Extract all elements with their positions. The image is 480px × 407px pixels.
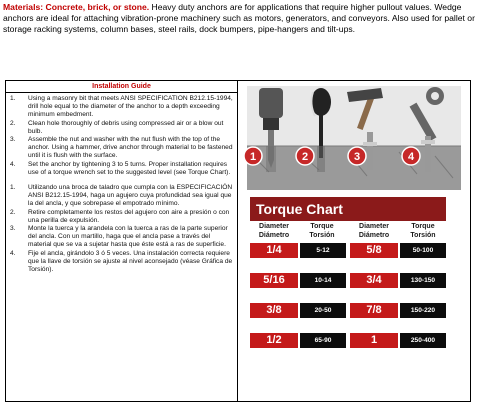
header-torque-left: Torque Torsión [309, 223, 335, 239]
steps-spanish [6, 184, 237, 274]
step-text: Utilizando una broca de taladro que cumpla con la ESPECIFICACIÓN ANSI B212.15-1994, haga un agujero cuya profundidad sea igual que la del ancla, y que sobrepase el empotrado mínimo. [28, 184, 233, 208]
intro-paragraph [3, 2, 477, 35]
es-step-2 [6, 209, 233, 225]
torque-chart [246, 193, 448, 369]
step-number-1: 1 [249, 151, 257, 163]
header-diameter-left: Diameter Diámetro [258, 223, 290, 239]
torque-cell: 20-50 [300, 303, 346, 318]
step-number-2: 2 [301, 151, 309, 163]
torque-chart-title: Torque Chart [250, 197, 446, 221]
diameter-cell: 1 [350, 333, 398, 348]
diameter-cell: 5/16 [250, 273, 298, 288]
torque-cell: 10-14 [300, 273, 346, 288]
step-text: Retire completamente los restos del agujero con aire a presión o con una perilla de expulsión. [28, 208, 230, 224]
header-torque-right: Torque Torsión [410, 223, 436, 239]
torque-cell: 50-100 [400, 243, 446, 258]
step-text: Using a masonry bit that meets ANSI SPECIFICATION B212.15-1994, drill hole equal to the diameter of the anchor to a depth exceeding minimum embedment. [28, 95, 233, 119]
torque-cell: 250-400 [400, 333, 446, 348]
diameter-cell: 1/2 [250, 333, 298, 348]
installation-frame [5, 80, 471, 402]
step-number: 1. [10, 95, 16, 102]
step-text: Assemble the nut and washer with the nut flush with the top of the anchor. Using a hammer, drive anchor through material to be fastened until it is flush with the surface. [28, 136, 233, 160]
diameter-cell: 7/8 [350, 303, 398, 318]
en-step-4 [6, 161, 233, 177]
torque-cell: 150-220 [400, 303, 446, 318]
step-number-3: 3 [353, 151, 361, 163]
es-step-3 [6, 225, 233, 250]
diameter-cell: 1/4 [250, 243, 298, 258]
steps-english [6, 95, 237, 177]
installation-illustration [239, 82, 469, 192]
en-step-2 [6, 120, 233, 136]
guide-title: Installation Guide [6, 81, 237, 93]
torque-cell: 130-150 [400, 273, 446, 288]
es-step-4 [6, 250, 233, 275]
materials-lead: Materials: Concrete, brick, or stone. [3, 2, 150, 12]
en-step-3 [6, 136, 233, 161]
diameter-cell: 3/4 [350, 273, 398, 288]
step-number: 1. [10, 184, 16, 192]
header-diameter-right: Diameter Diámetro [358, 223, 390, 239]
diameter-cell: 3/8 [250, 303, 298, 318]
step-text: Fije el ancla, girándolo 3 ó 5 veces. Una instalación correcta requiere que la llave de torsión se ajuste al nivel aconsejado (véase Gráfica de Torsión). [28, 249, 233, 274]
torque-cell: 5-12 [300, 243, 346, 258]
intro-body: Heavy duty anchors are for applications that require higher pullout values. Wedge anchors are ideal for attaching vibration-prone machinery such as motors, generators, and conveyors. Also used for pallet or storage racking systems, column bases, steel rails, dock bumpers, pipe-hangers and tilt-ups. [3, 2, 475, 34]
diameter-cell: 5/8 [350, 243, 398, 258]
step-number: 2. [10, 119, 16, 127]
step-number: 4. [10, 160, 16, 168]
step-number: 4. [10, 249, 16, 257]
es-step-1 [6, 184, 233, 209]
step-text: Clean hole thoroughly of debris using compressed air or a blow out bulb. [28, 119, 224, 135]
step-number: 3. [10, 225, 16, 233]
torque-cell: 65-90 [300, 333, 346, 348]
step-number: 2. [10, 208, 16, 216]
step-text: Monte la tuerca y la arandela con la tuerca a ras de la parte superior del ancla. Con un martillo, haga que el ancla pase a través del material que se va a sujetar hasta que éste está a ras de superficie. [28, 225, 228, 249]
step-text: Set the anchor by tightening 3 to 5 turns. Proper installation requires use of a torque wrench set to the suggested level (see Torque Chart). [28, 160, 231, 176]
en-step-1 [6, 95, 233, 120]
installation-guide [6, 81, 238, 401]
step-number: 3. [10, 136, 16, 144]
step-number-4: 4 [407, 151, 415, 163]
